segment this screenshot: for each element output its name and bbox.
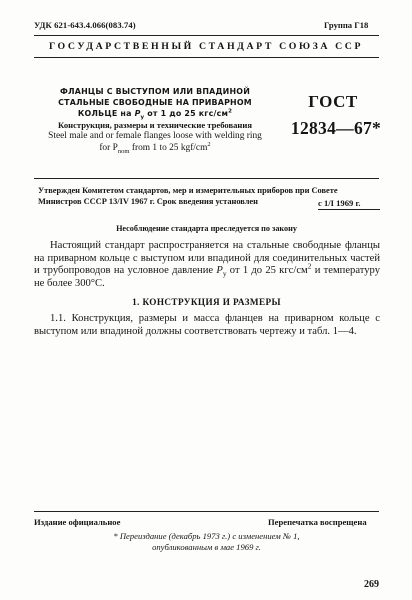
title-ru-line1: ФЛАНЦЫ С ВЫСТУПОМ ИЛИ ВПАДИНОЙ [59,87,250,96]
udk-code: УДК 621-643.4.066(083.74) [34,20,136,30]
title-rule [34,178,379,179]
reissue-note-line1: * Переиздание (декабрь 1973 г.) с изменением № 1, [113,531,300,541]
title-en-line2: for $P_{nom}$ from 1 to 25 kgf/$cm^2$ [99,140,211,155]
page-number: 269 [364,579,379,590]
title-en-line1: Steel male and or female flanges loose with welding ring [48,131,262,141]
section-heading: 1. КОНСТРУКЦИЯ И РАЗМЕРЫ [132,297,281,307]
clause-1-1: 1.1. Конструкция, размеры и масса фланцев на приварном кольце с выступом или впадиной должны соответствовать чертежу и табл. 1—4. [34,313,380,337]
title-ru-line2: СТАЛЬНЫЕ СВОБОДНЫЕ НА ПРИВАРНОМ [58,98,252,107]
header-rule-top [34,35,379,36]
violation-notice: Несоблюдение стандарта преследуется по закону [116,224,297,233]
gost-number: 12834—67* [290,118,382,138]
title-ru-line3: КОЛЬЦЕ на $P_у$ от 1 до 25 кгс/$см^2$ [77,108,233,121]
title-subtitle: Конструкция, размеры и технические требования [58,120,252,130]
gost-label: ГОСТ [308,92,358,111]
effective-date: с 1/I 1969 г. [318,198,361,208]
title-russian [40,86,270,119]
header-rule-bottom [34,57,379,58]
intro-paragraph: Настоящий стандарт распространяется на стальные свободные фланцы на приварном кольце с выступом или впадиной для соединительных частей и трубопроводов на условное давление $P_у$ от 1 до 25 кгс/$см^2$ и температуру не более 300°С. [34,240,380,289]
gosstandart-heading: ГОСУДАРСТВЕННЫЙ СТАНДАРТ СОЮЗА ССР [48,41,364,52]
official-edition: Издание официальное [34,517,121,527]
title-english [34,131,276,154]
reissue-note [34,531,379,552]
reissue-note-line2: опубликованным в мае 1969 г. [152,541,261,552]
footer-rule [34,511,379,512]
approval-statement: Утвержден Комитетом стандартов, мер и измерительных приборов при Совете Министров СССР 13/IV 1967 г. Срок введения установлен [38,186,338,206]
reprint-prohibited: Перепечатка воспрещена [268,517,367,527]
group-code: Группа Г18 [324,20,369,30]
effective-date-rule [318,209,380,210]
